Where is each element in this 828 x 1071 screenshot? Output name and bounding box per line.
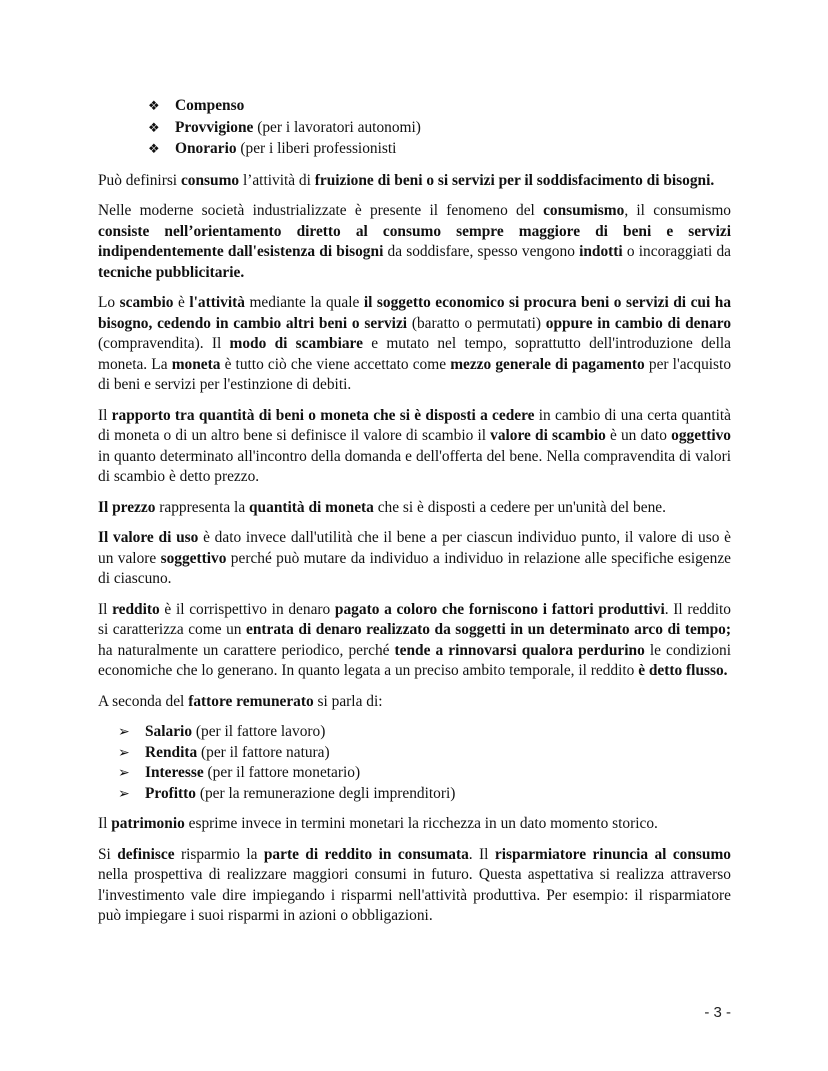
paragraph-scambio: Lo scambio è l'attività mediante la quale il soggetto economico si procura beni o servizi di cui ha bisogno, cedendo in cambio altri beni o servizi (baratto o permutati) oppure in cambio di denaro (compravendita). Il modo di scambiare e mutato nel tempo, soprattutto dell'introduzione della moneta. La moneta è tutto ciò che viene accettato come mezzo generale di pagamento per l'acquisto di beni e servizi per l'estinzione di debiti. [98,294,732,393]
paragraph-prezzo: Il prezzo rappresenta la quantità di moneta che si è disposti a cedere per un'unità del bene. [98,498,666,516]
arrow-bullet-icon: ➢ [118,724,130,740]
arrow-bullet-icon: ➢ [118,765,130,781]
remuneration-list [98,96,731,161]
diamond-bullet-icon: ❖ [148,99,160,114]
diamond-bullet-icon: ❖ [148,120,160,136]
list-item: ➢ Salario (per il fattore lavoro) [98,722,731,743]
diamond-bullet-icon: ❖ [148,142,160,157]
paragraph-patrimonio: Il patrimonio esprime invece in termini monetari la ricchezza in un dato momento storico. [98,815,658,832]
document-page [98,96,731,937]
income-types-list [98,722,731,804]
arrow-bullet-icon: ➢ [118,785,130,802]
paragraph-risparmio: Si definisce risparmio la parte di reddito in consumata. Il risparmiatore rinuncia al consumo nella prospettiva di realizzare maggiori consumi in futuro. Questa aspettativa si realizza attraverso l'investimento vale dire impiegando i risparmi nell'attività produttiva. Per esempio: il risparmiatore può impiegare i suoi risparmi in azioni o obbligazioni. [98,845,731,924]
paragraph-valore-di-scambio: Il rapporto tra quantità di beni o moneta che si è disposti a cedere in cambio di una certa quantità di moneta o di un altro bene si definisce il valore di scambio il valore di scambio è un dato oggettivo in quanto determinato all'incontro della domanda e dell'offerta del bene. Nella compravendita di valori di scambio è detto prezzo. [98,406,731,485]
list-item: ❖ Compenso [98,96,731,118]
list-item: ➢ Rendita (per il fattore natura) [98,743,731,764]
arrow-bullet-icon: ➢ [118,744,130,761]
paragraph-fattore-remunerato: A seconda del fattore remunerato si parla di: [98,692,383,710]
paragraph-reddito: Il reddito è il corrispettivo in denaro pagato a coloro che forniscono i fattori produttivi. Il reddito si caratterizza come un entrata di denaro realizzato da soggetti in un determinato arco di tempo; ha naturalmente un carattere periodico, perché tende a rinnovarsi qualora perdurino le condizioni economiche che lo generano. In quanto legata a un preciso ambito temporale, il reddito è detto flusso. [98,600,732,679]
list-item: ❖ Onorario (per i liberi professionisti [98,139,731,161]
paragraph-consumo: Può definirsi consumo l’attività di fruizione di beni o si servizi per il soddisfacimento di bisogni. [98,171,715,189]
list-item: ❖ Provvigione (per i lavoratori autonomi) [98,118,731,140]
list-item: ➢ Profitto (per la remunerazione degli imprenditori) [98,784,731,805]
page-number: - 3 - [704,1004,731,1021]
paragraph-valore-di-uso: Il valore di uso è dato invece dall'utilità che il bene a per ciascun individuo punto, il valore di uso è un valore soggettivo perché può mutare da individuo a individuo in relazione alle specifiche esigenze di ciascuno. [98,529,731,587]
list-item: ➢ Interesse (per il fattore monetario) [98,763,731,784]
paragraph-consumismo: Nelle moderne società industrializzate è presente il fenomeno del consumismo, il consumismo consiste nell’orientamento diretto al consumo sempre maggiore di beni e servizi indipendentemente dall'esistenza di bisogni da soddisfare, spesso vengono indotti o incoraggiati da tecniche pubblicitarie. [98,202,731,281]
